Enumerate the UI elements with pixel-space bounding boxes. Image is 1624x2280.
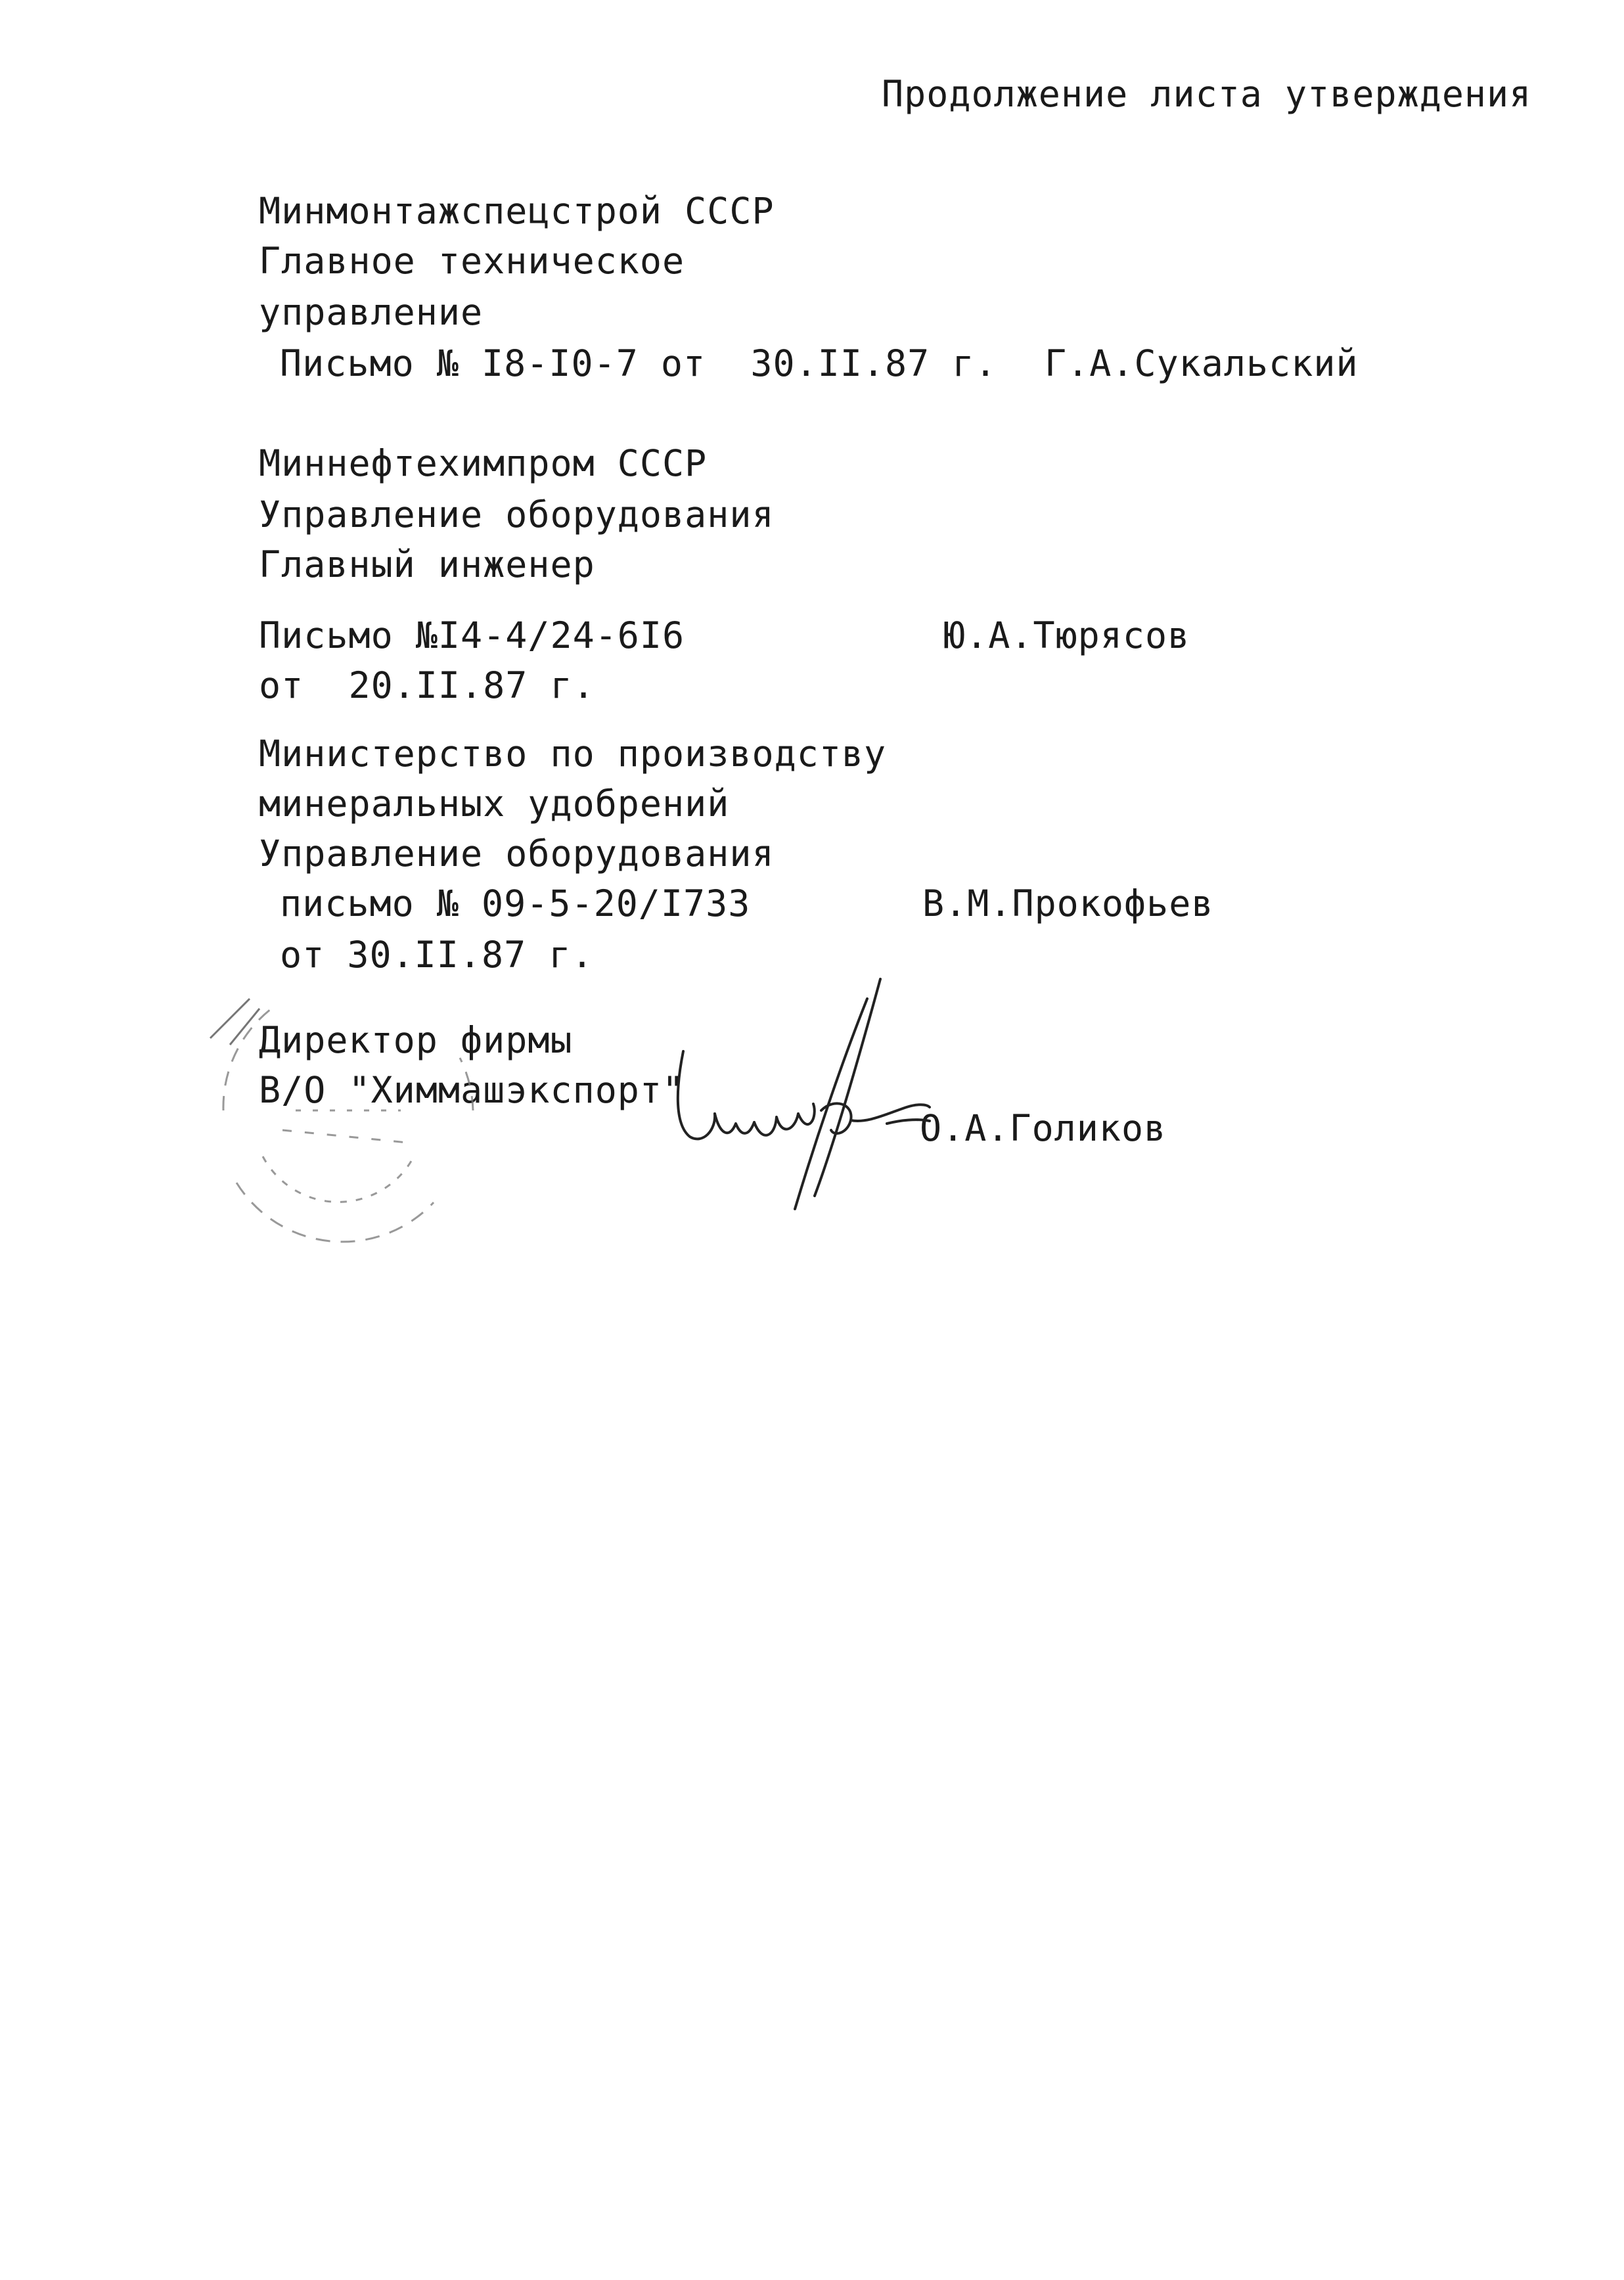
round-stamp	[197, 959, 499, 1262]
approval-3-date: от 30.II.87 г.	[280, 934, 594, 976]
approval-1-org-line-3: управление	[259, 291, 484, 333]
approval-3-signer: В.М.Прокофьев	[922, 882, 1214, 924]
approval-4-signer: О.А.Голиков	[920, 1107, 1167, 1149]
approval-2-org-line-2: Управление оборудования	[259, 493, 775, 536]
approval-1-letter: Письмо № I8-I0-7 от 30.II.87 г.	[280, 342, 997, 384]
approval-2-date: от 20.II.87 г.	[259, 664, 595, 706]
approval-2-org-line-3: Главный инженер	[259, 543, 595, 585]
approval-2-letter: Письмо №I4-4/24-6I6	[259, 614, 685, 656]
approval-3-org-line-3: Управление оборудования	[259, 832, 775, 875]
approval-4-org-line-1: Директор фирмы	[259, 1019, 573, 1061]
approval-2-signer: Ю.А.Тюрясов	[943, 614, 1190, 656]
approval-1-signer: Г.А.Сукальский	[1045, 342, 1359, 384]
approval-3-letter: письмо № 09-5-20/I733	[280, 882, 751, 924]
approval-1-org-line-1: Минмонтажспецстрой СССР	[259, 190, 775, 232]
approval-2-org-line-1: Миннефтехимпром СССР	[259, 442, 708, 484]
approval-3-org-line-1: Министерство по производству	[259, 733, 887, 775]
approval-1-org-line-2: Главное техническое	[259, 240, 685, 282]
continuation-header: Продолжение листа утверждения	[882, 73, 1532, 115]
approval-3-org-line-2: минеральных удобрений	[259, 783, 730, 825]
approval-4-org-line-2: В/О "Химмашэкспорт"	[259, 1069, 685, 1111]
handwritten-signature	[664, 972, 939, 1222]
